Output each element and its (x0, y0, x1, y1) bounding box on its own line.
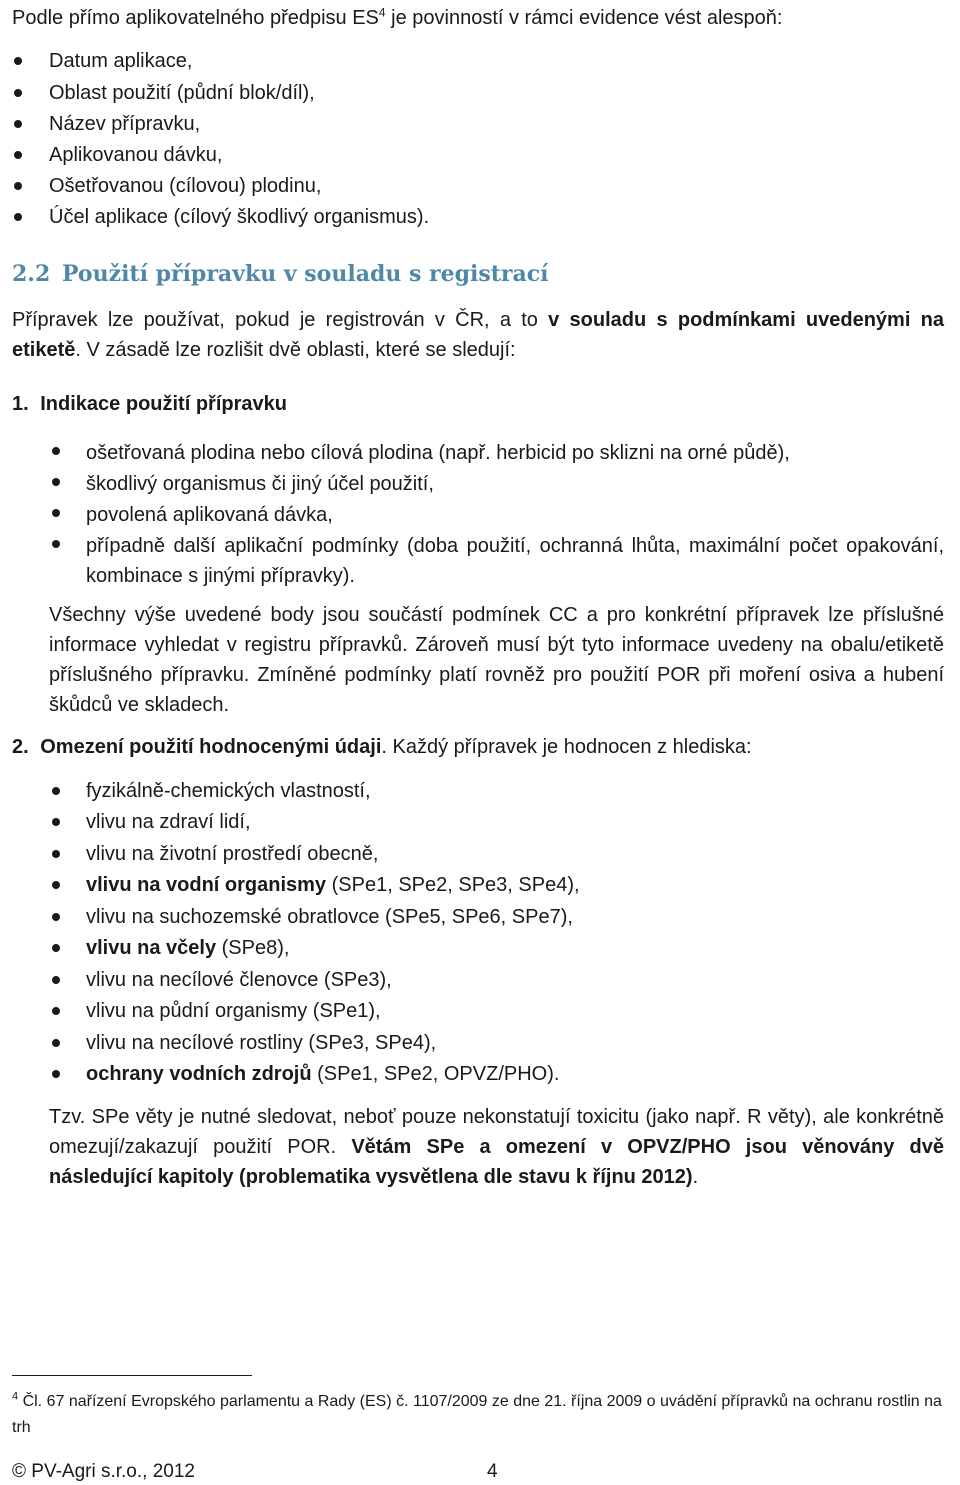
bullet-icon (14, 182, 22, 190)
footnote-separator (12, 1375, 252, 1376)
list-item: případně další aplikační podmínky (doba použití, ochranná lhůta, maximální počet opakování, kombinace s jinými přípravky). (86, 535, 944, 587)
bullet-icon (52, 881, 60, 889)
bullet-icon (52, 447, 60, 455)
section-title: Použití přípravku v souladu s registrací (61, 261, 549, 287)
paragraph-conditions: Všechny výše uvedené body jsou součástí podmínek CC a pro konkrétní přípravek lze příslušné informace vyhledat v registru přípravků. Zároveň musí být tyto informace uvedeny na obalu/etiketě příslušného přípravku. Zmíněné podmínky platí rovněž pro použití POR při moření osiva a hubení škůdců ve skladech. (49, 604, 944, 716)
paragraph-registration: Přípravek lze používat, pokud je registrován v ČR, a to v souladu s podmínkami uvedenými na etiketě. V zásadě lze rozlišit dvě oblasti, které se sledují: (12, 309, 944, 361)
bullet-icon (14, 120, 22, 128)
bullet-icon (52, 787, 60, 795)
bullet-icon (52, 1070, 60, 1078)
bullet-icon (52, 944, 60, 952)
list-item: vlivu na zdraví lidí, (86, 811, 251, 833)
list-item: ochrany vodních zdrojů (SPe1, SPe2, OPVZ/PHO). (86, 1063, 560, 1085)
footnote-ref: 4 (378, 5, 386, 20)
bullet-icon (14, 57, 22, 65)
bullet-icon (52, 478, 60, 486)
item1-heading: 1. Indikace použití přípravku (12, 393, 287, 415)
list-item: vlivu na půdní organismy (SPe1), (86, 1000, 381, 1022)
list-item: vlivu na necílové rostliny (SPe3, SPe4), (86, 1032, 437, 1054)
list-item: vlivu na vodní organismy (SPe1, SPe2, SPe3, SPe4), (86, 874, 580, 896)
list-item: škodlivý organismus či jiný účel použití, (86, 473, 434, 495)
bullet-icon (52, 1039, 60, 1047)
paragraph-spe: Tzv. SPe věty je nutné sledovat, neboť pouze nekonstatují toxicitu (jako např. R věty), ale konkrétně omezují/zakazují použití POR. Větám SPe a omezení v OPVZ/PHO jsou věnovány dvě následující kapitoly (problematika vysvětlena dle stavu k říjnu 2012). (49, 1106, 944, 1188)
section-heading (12, 261, 549, 287)
intro-paragraph: Podle přímo aplikovatelného předpisu $ES^4$ je povinností v rámci evidence vést alespoň: (12, 5, 783, 29)
bullet-icon (52, 850, 60, 858)
list-item: Název přípravku, (49, 113, 201, 135)
bullet-icon (52, 976, 60, 984)
bullet-icon (52, 913, 60, 921)
list-item: Aplikovanou dávku, (49, 144, 223, 166)
list-item: vlivu na necílové členovce (SPe3), (86, 969, 392, 991)
list-item: Oblast použití (půdní blok/díl), (49, 82, 315, 104)
list-item: Ošetřovanou (cílovou) plodinu, (49, 175, 322, 197)
item2-heading: 2. Omezení použití hodnocenými údaji. Každý přípravek je hodnocen z hlediska: (12, 736, 752, 758)
bullet-icon (14, 151, 22, 159)
list-item: ošetřovaná plodina nebo cílová plodina (např. herbicid po sklizni na orné půdě), (86, 442, 790, 464)
footer-copyright: © PV-Agri s.r.o., 2012 (12, 1461, 195, 1482)
bullet-icon (52, 509, 60, 517)
bullet-icon (14, 213, 22, 221)
bullet-icon (52, 818, 60, 826)
bullet-icon (14, 89, 22, 97)
list-item: Datum aplikace, (49, 50, 193, 72)
bullet-icon (52, 540, 60, 548)
list-item: vlivu na včely (SPe8), (86, 937, 290, 959)
bullet-icon (52, 1007, 60, 1015)
section-number: 2.2 (12, 261, 51, 287)
list-item: Účel aplikace (cílový škodlivý organismus). (49, 206, 430, 228)
list-item: fyzikálně-chemických vlastností, (86, 780, 371, 802)
footnote: $^4$ Čl. 67 nařízení Evropského parlamentu a Rady (ES) č. 1107/2009 ze dne 21. října 2009 o uvádění přípravků na ochranu rostlin na trh (12, 1390, 942, 1436)
footnote-number: 4 (12, 1390, 19, 1403)
page-number: 4 (487, 1461, 498, 1482)
list-item: povolená aplikovaná dávka, (86, 504, 333, 526)
list-item: vlivu na suchozemské obratlovce (SPe5, SPe6, SPe7), (86, 906, 573, 928)
list-item: vlivu na životní prostředí obecně, (86, 843, 379, 865)
